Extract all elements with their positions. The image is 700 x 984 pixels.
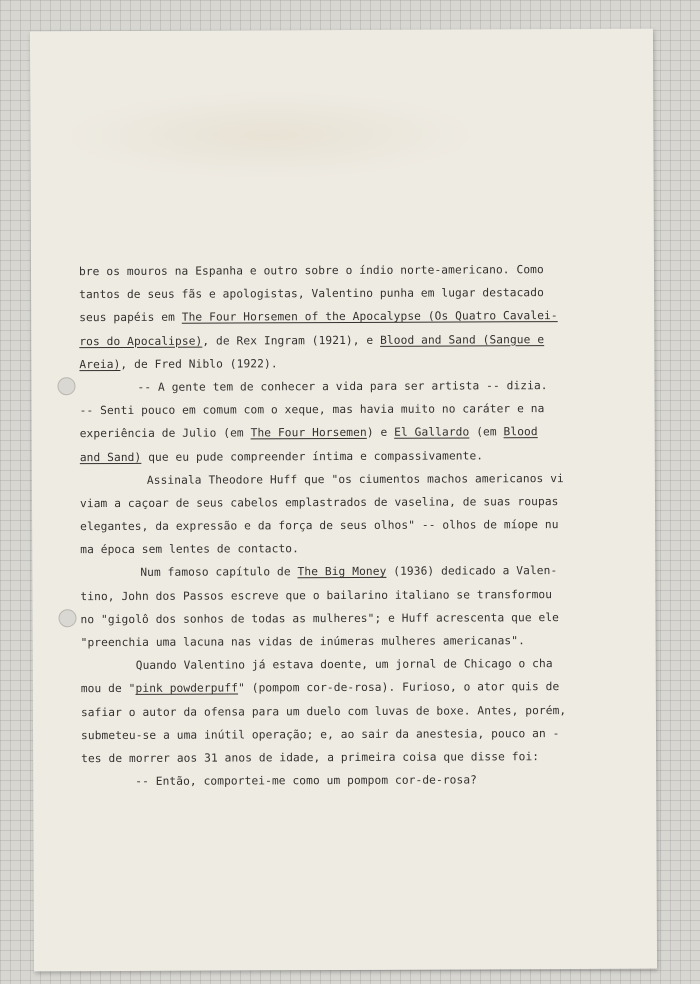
text-run: , de Rex Ingram (1921), e: [202, 333, 381, 348]
underlined-title: The Four Horsemen of the Apocalypse (Os Quatro Cavalei-: [181, 309, 558, 325]
text-run: submeteu-se a uma inútil operação; e, ao sair da anestesia, pouco an -: [80, 726, 560, 742]
text-run: Assinala Theodore Huff que "os ciumentos machos americanos vi: [146, 471, 564, 487]
text-line: [80, 559, 620, 585]
text-run: no "gigolô dos sonhos de todas as mulheres"; e Huff acrescenta que ele: [80, 610, 560, 626]
text-line: [79, 351, 619, 377]
text-line: [79, 374, 619, 400]
text-run: ma época sem lentes de contacto.: [80, 542, 299, 557]
text-run: bre os mouros na Espanha e outro sobre o índio norte-americano. Como: [78, 263, 544, 279]
water-stain: [60, 89, 480, 181]
text-line: [81, 698, 621, 724]
text-run: elegantes, da expressão e da força de seus olhos" -- olhos de míope nu: [80, 518, 559, 534]
underlined-title: Areia): [79, 357, 121, 371]
underlined-title: ros do Apocalipse): [79, 334, 203, 348]
text-line: [80, 582, 620, 608]
typewritten-page: [30, 29, 657, 972]
text-line: [81, 768, 621, 794]
text-run: (1936) dedicado a Valen-: [386, 564, 558, 579]
text-run: tes de morrer aos 31 anos de idade, a primeira coisa que disse foi:: [81, 750, 540, 766]
text-line: [81, 652, 621, 678]
text-line: [81, 722, 621, 748]
text-run: (em: [469, 425, 504, 439]
underlined-title: Blood: [503, 425, 538, 439]
punch-hole: [58, 609, 76, 627]
text-run: "preenchia uma lacuna nas vidas de inúmeras mulheres americanas".: [80, 634, 525, 650]
punch-hole: [57, 377, 75, 395]
text-run: tino, John dos Passos escreve que o bailarino italiano se transformou: [80, 587, 553, 603]
text-run: " (pompom cor-de-rosa). Furioso, o ator quis de: [238, 680, 560, 695]
text-run: Quando Valentino já estava doente, um jornal de Chicago o cha: [135, 657, 553, 673]
underlined-title: pink powderpuff: [135, 681, 239, 696]
text-line: [81, 629, 621, 655]
text-run: viam a caçoar de seus cabelos emplastrados de vaselina, de suas roupas: [79, 494, 559, 511]
text-run: , de Fred Niblo (1922).: [120, 357, 278, 371]
text-line: [79, 281, 619, 307]
text-run: que eu pude compreender íntima e compassivamente.: [141, 448, 484, 464]
page-body: [79, 258, 621, 794]
text-line: [80, 536, 620, 562]
text-run: -- A gente tem de conhecer a vida para ser artista -- dizia.: [137, 379, 548, 394]
text-line: [80, 397, 620, 423]
text-line: [80, 490, 620, 516]
text-run: tantos de seus fãs e apologistas, Valentino punha em lugar destacado: [79, 286, 544, 302]
text-run: ) e: [366, 426, 395, 440]
text-run: mou de ": [80, 682, 136, 696]
text-line: [79, 304, 619, 330]
text-line: [81, 675, 621, 701]
text-run: seus papéis em: [79, 311, 182, 325]
underlined-title: Blood and Sand (Sangue e: [380, 332, 545, 347]
text-run: experiência de Julio (em: [79, 426, 251, 441]
underlined-title: and Sand): [79, 450, 142, 464]
text-line: [80, 443, 620, 469]
text-run: -- Senti pouco em comum com o xeque, mas havia muito no caráter e na: [79, 402, 545, 418]
text-run: safiar o autor da ofensa para um duelo com luvas de boxe. Antes, porém,: [80, 703, 567, 719]
underlined-title: The Big Money: [297, 565, 387, 579]
text-line: [79, 258, 619, 284]
text-line: [79, 327, 619, 353]
text-run: Num famoso capítulo de: [140, 565, 298, 580]
underlined-title: The Four Horsemen: [250, 426, 367, 440]
text-line: [80, 466, 620, 492]
text-line: [80, 420, 620, 446]
text-run: -- Então, comportei-me como um pompom cor-de-rosa?: [135, 773, 478, 789]
text-line: [80, 513, 620, 539]
text-line: [81, 745, 621, 771]
underlined-title: El Gallardo: [394, 425, 470, 440]
text-line: [80, 606, 620, 632]
